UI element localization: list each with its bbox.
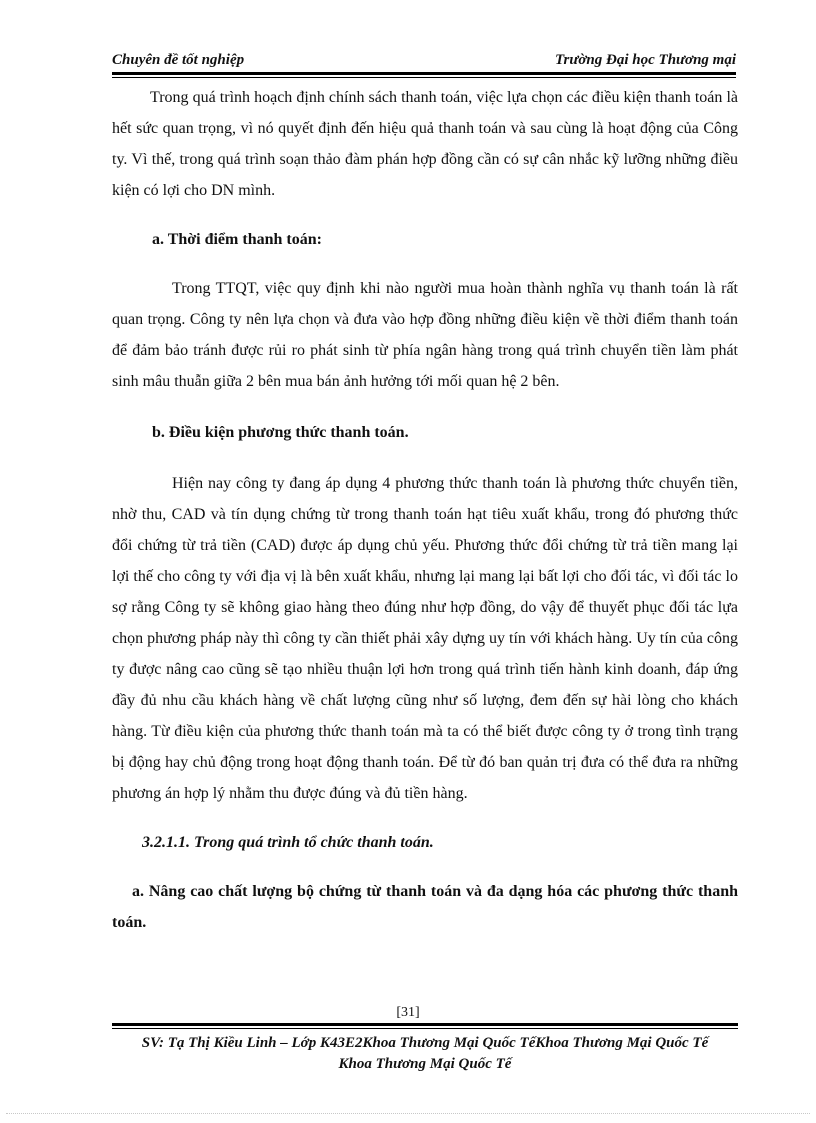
heading-payment-method: b. Điều kiện phương thức thanh toán. bbox=[152, 424, 409, 441]
paragraph-payment-method: Hiện nay công ty đang áp dụng 4 phương thức thanh toán là phương thức chuyển tiền, nhờ thu, CAD và tín dụng chứng từ trong thanh toán hạt tiêu xuất khẩu, trong đó phương thức đổi chứng từ trả tiền (CAD) được áp dụng chủ yếu. Phương thức đổi chứng từ trả tiền mang lại lợi thế cho công ty với địa vị là bên xuất khẩu, nhưng lại mang lại bất lợi cho đối tác, vì đối tác lo sợ rằng Công ty sẽ không giao hàng theo đúng như hợp đồng, do vậy để thuyết phục đối tác lựa chọn phương pháp này thì công ty cần thiết phải xây dựng uy tín với khách hàng. Uy tín của công ty được nâng cao cũng sẽ tạo nhiều thuận lợi hơn trong quá trình tiến hành kinh doanh, đáp ứng đầy đủ nhu cầu khách hàng về chất lượng cũng như số lượng, đem đến sự hài lòng cho khách hàng. Từ điều kiện của phương thức thanh toán mà ta có thể biết được công ty ở trong tình trạng bị động hay chủ động trong hoạt động thanh toán. Để từ đó ban quản trị đưa có thể đưa ra những phương án hợp lý nhằm thu được đúng và đủ tiền hàng. bbox=[112, 475, 738, 802]
page-bottom-dotted-border bbox=[6, 1113, 810, 1114]
heading-payment-time: a. Thời điểm thanh toán: bbox=[152, 231, 322, 248]
paragraph-intro: Trong quá trình hoạch định chính sách thanh toán, việc lựa chọn các điều kiện thanh toán là hết sức quan trọng, vì nó quyết định đến hiệu quả thanh toán và sau cùng là hoạt động của Công ty. Vì thế, trong quá trình soạn thảo đàm phán hợp đồng cần có sự cân nhắc kỹ lưỡng những điều kiện có lợi cho DN mình. bbox=[112, 89, 738, 199]
footer-rule-thick bbox=[112, 1023, 738, 1026]
footer-line-2: Khoa Thương Mại Quốc Tế bbox=[338, 1056, 512, 1072]
page-footer bbox=[112, 1033, 738, 1075]
page-header bbox=[112, 52, 736, 72]
paragraph-payment-time: Trong TTQT, việc quy định khi nào người mua hoàn thành nghĩa vụ thanh toán là rất quan trọng. Công ty nên lựa chọn và đưa vào hợp đồng những điều kiện về thời điểm thanh toán để đảm bảo tránh được rủi ro phát sinh từ phía ngân hàng trong quá trình chuyển tiền làm phát sinh mâu thuẫn giữa 2 bên mua bán ảnh hưởng tới mối quan hệ 2 bên. bbox=[112, 280, 738, 390]
subheading-document-quality: a. Nâng cao chất lượng bộ chứng từ thanh toán và đa dạng hóa các phương thức thanh toán. bbox=[112, 883, 738, 931]
document-body bbox=[112, 82, 738, 938]
header-rule-thin bbox=[112, 77, 736, 78]
header-rule-thick bbox=[112, 72, 736, 75]
heading-section-3-2-1-1: 3.2.1.1. Trong quá trình tổ chức thanh toán. bbox=[142, 834, 434, 851]
header-right-title: Trường Đại học Thương mại bbox=[554, 52, 736, 68]
footer-rule-thin bbox=[112, 1028, 738, 1029]
page-number: [31] bbox=[396, 1005, 420, 1020]
header-left-title: Chuyên đề tốt nghiệp bbox=[112, 52, 245, 68]
footer-line-1: SV: Tạ Thị Kiều Linh – Lớp K43E2Khoa Thương Mại Quốc TếKhoa Thương Mại Quốc Tế bbox=[141, 1035, 709, 1051]
